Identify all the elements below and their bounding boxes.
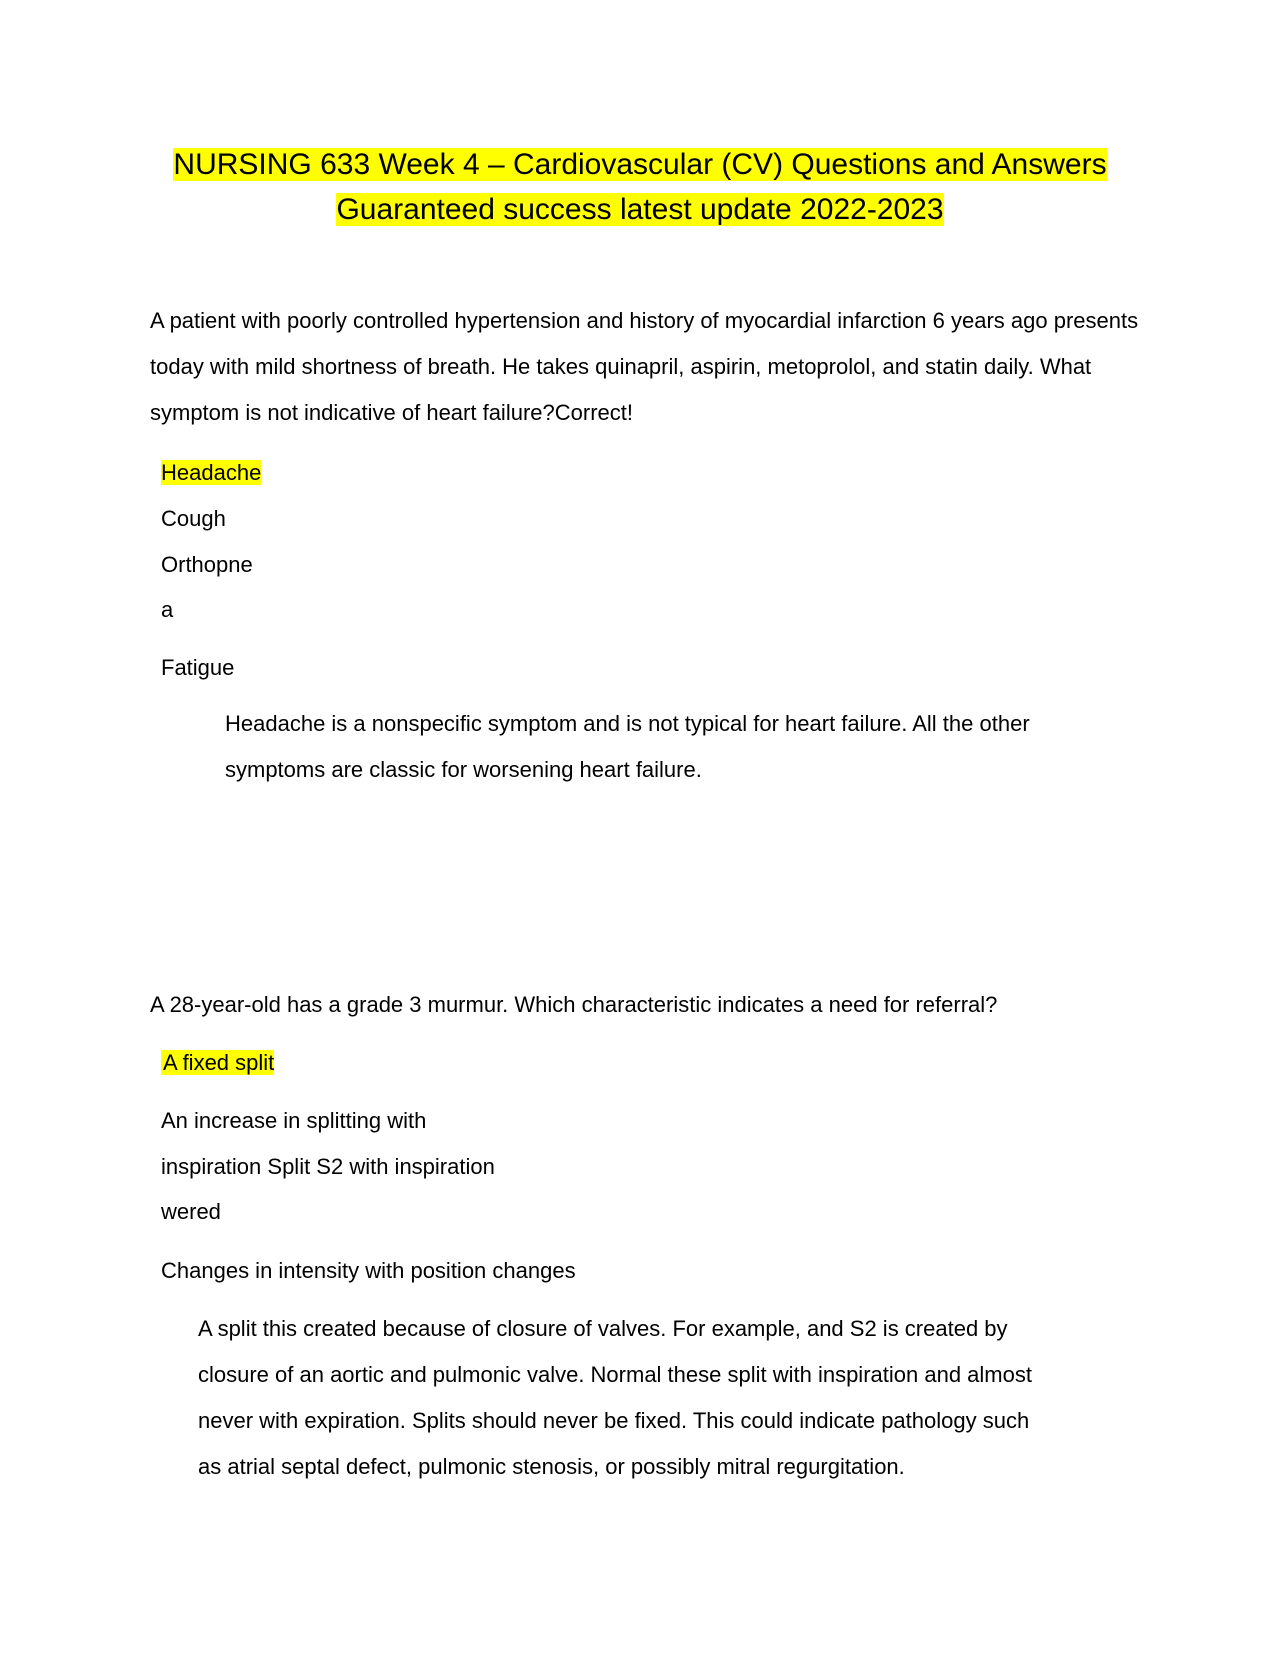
- q1-option: Fatigue: [161, 655, 235, 680]
- q1-option-wrap: a: [161, 597, 174, 622]
- q2-explanation: A split this created because of closure of valves. For example, and S2 is created by closure of an aortic and pulmonic valve. Normal these split with inspiration and almost never with expiration. Splits should never be fixed. This could indicate pathology such as atrial septal defect, pulmonic stenosis, or possibly mitral regurgitation.: [198, 1316, 1032, 1479]
- q2-option: Changes in intensity with position changes: [161, 1258, 576, 1283]
- q1-question: A patient with poorly controlled hypertension and history of myocardial infarction 6 years ago presents today with mild shortness of breath. He takes quinapril, aspirin, metoprolol, and statin daily. What symptom is not indicative of heart failure?Correct!: [150, 308, 1139, 425]
- q1-option: Orthopne: [161, 552, 253, 577]
- q2-option-wrap: wered: [161, 1199, 221, 1224]
- q1-option: Cough: [161, 506, 226, 531]
- q1-option-correct: Headache: [161, 460, 262, 485]
- q2-question: A 28-year-old has a grade 3 murmur. Which characteristic indicates a need for referral?: [150, 992, 998, 1017]
- title-line-2: Guaranteed success latest update 2022-2023: [336, 193, 944, 226]
- q1-explanation: Headache is a nonspecific symptom and is not typical for heart failure. All the other symptoms are classic for worsening heart failure.: [225, 711, 1030, 782]
- q2-option: An increase in splitting with: [161, 1108, 427, 1133]
- q2-option-correct: A fixed split: [163, 1050, 275, 1075]
- q2-option: inspiration Split S2 with inspiration: [161, 1154, 495, 1179]
- document-title: [0, 142, 1280, 232]
- title-line-1: NURSING 633 Week 4 – Cardiovascular (CV) Questions and Answers: [173, 148, 1107, 181]
